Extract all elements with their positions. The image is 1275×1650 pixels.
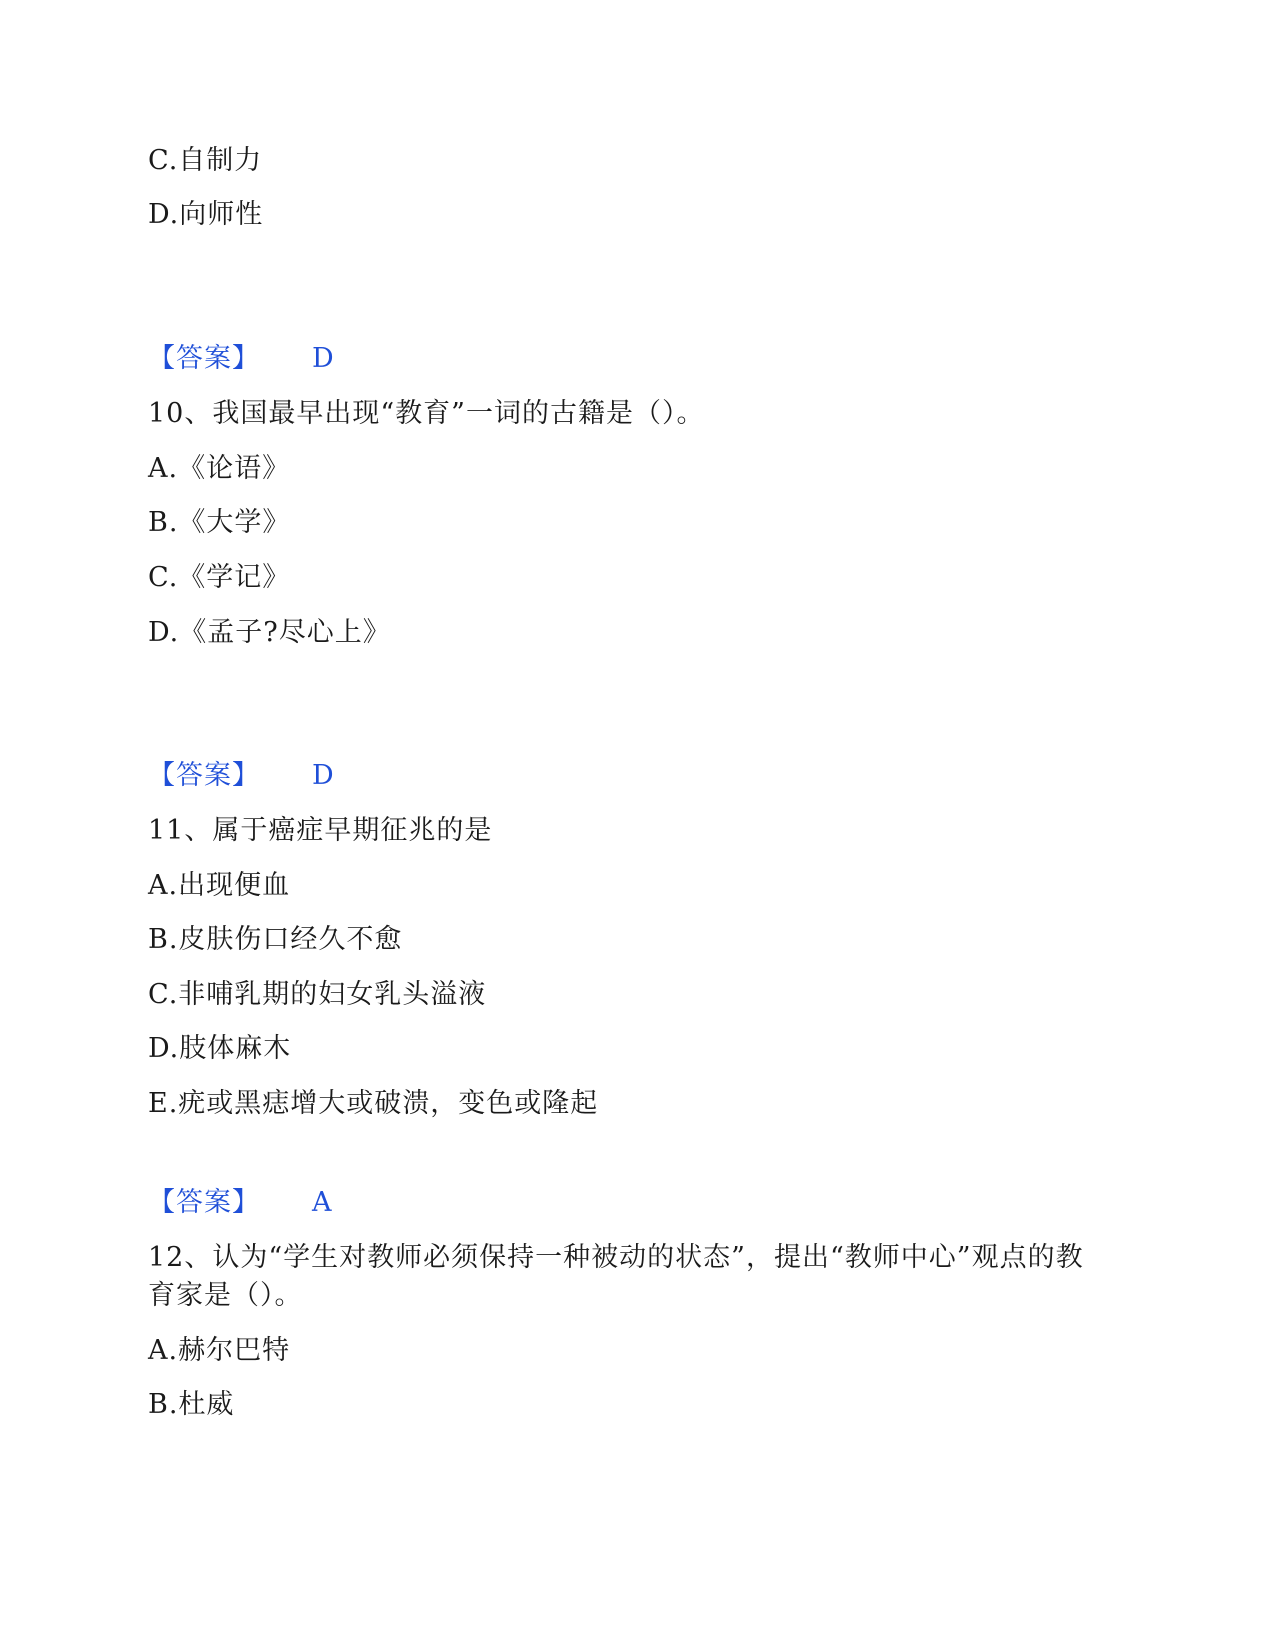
- q10-option-b: B.《大学》: [148, 507, 291, 538]
- q11-option-c: C.非哺乳期的妇女乳头溢液: [148, 979, 487, 1010]
- q11-option-d: D.肢体麻木: [148, 1033, 292, 1064]
- q12-stem-line2: 育家是（）。: [148, 1280, 303, 1311]
- q12-option-a: A.赫尔巴特: [148, 1335, 291, 1366]
- q12-stem-line1: 12、认为“学生对教师必须保持一种被动的状态”，提出“教师中心”观点的教: [148, 1242, 1084, 1273]
- q11-option-e: E.疣或黑痣增大或破溃，变色或隆起: [148, 1088, 599, 1119]
- q10-option-a: A.《论语》: [148, 453, 291, 484]
- answer-label: 【答案】: [148, 760, 260, 791]
- answer-value: D: [312, 760, 334, 791]
- answer-label: 【答案】: [148, 343, 260, 374]
- q10-answer: [148, 758, 334, 794]
- q11-option-a: A.出现便血: [148, 870, 291, 901]
- q10-option-c: C.《学记》: [148, 562, 291, 593]
- q10-option-d: D.《孟子?尽心上》: [148, 617, 391, 648]
- answer-value: A: [312, 1187, 332, 1218]
- q11-stem: 11、属于癌症早期征兆的是: [148, 815, 493, 846]
- q12-option-b: B.杜威: [148, 1389, 235, 1420]
- q11-option-b: B.皮肤伤口经久不愈: [148, 924, 403, 955]
- q11-answer: [148, 1185, 332, 1221]
- q10-stem: 10、我国最早出现“教育”一词的古籍是（）。: [148, 398, 705, 429]
- answer-label: 【答案】: [148, 1187, 260, 1218]
- q9-option-c: C.自制力: [148, 145, 263, 176]
- q9-answer: [148, 341, 334, 377]
- answer-value: D: [312, 343, 334, 374]
- q9-option-d: D.向师性: [148, 199, 264, 230]
